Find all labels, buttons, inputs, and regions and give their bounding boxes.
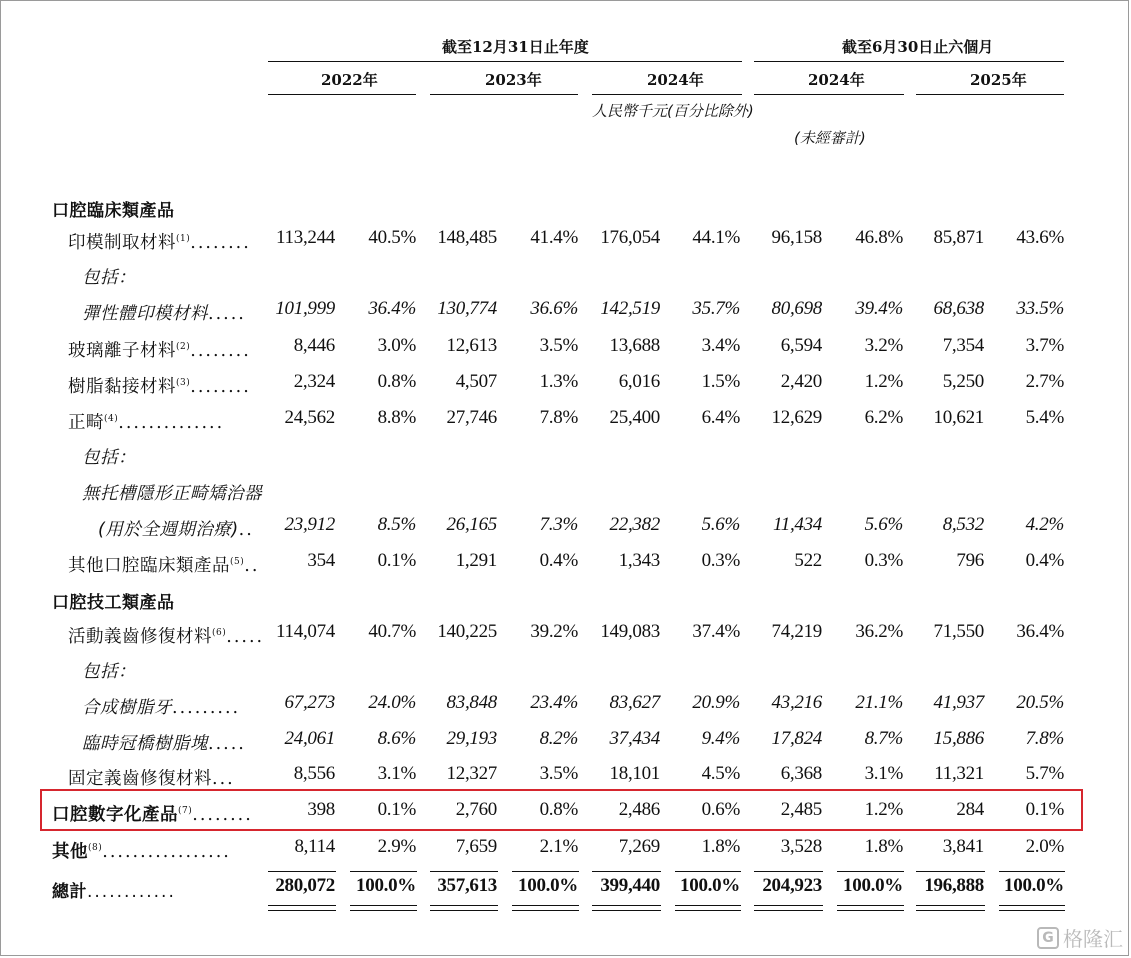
cell-amount: 15,886 [933, 728, 984, 749]
cell-percent: 3.5% [539, 763, 578, 784]
cell-percent: 5.6% [864, 514, 903, 535]
cell-amount: 4,507 [455, 371, 497, 392]
leader-dots: ............ [87, 882, 176, 902]
cell-percent: 36.4% [1016, 621, 1064, 642]
cell-amount: 140,225 [437, 621, 497, 642]
cell-percent: 1.5% [701, 371, 740, 392]
cell-amount: 27,746 [446, 407, 497, 428]
leader-dots: ..... [226, 627, 265, 647]
row-label-text: 總計 [52, 882, 87, 902]
cell-percent: 24.0% [368, 692, 416, 713]
cell-amount: 2,485 [780, 799, 822, 820]
cell-percent: 6.2% [864, 407, 903, 428]
cell-percent: 100.0% [680, 875, 740, 896]
cell-percent: 20.5% [1016, 692, 1064, 713]
leader-dots: .. [238, 520, 254, 540]
total-top-rule [754, 871, 823, 872]
row-label [82, 730, 246, 755]
cell-percent: 0.8% [539, 799, 578, 820]
cell-percent: 0.6% [701, 799, 740, 820]
row-label-text: 包括： [82, 662, 136, 682]
cell-percent: 36.6% [530, 298, 578, 319]
row-label [68, 409, 224, 434]
cell-amount: 148,485 [437, 227, 497, 248]
cell-amount: 67,273 [284, 692, 335, 713]
cell-amount: 357,613 [437, 875, 497, 896]
total-top-rule [916, 871, 985, 872]
header-year-2023: 2023年 [485, 71, 542, 89]
cell-amount: 37,434 [609, 728, 660, 749]
row-label-text: 包括： [82, 268, 136, 288]
year-rule-2022 [268, 94, 416, 95]
cell-amount: 83,627 [609, 692, 660, 713]
cell-percent: 2.7% [1025, 371, 1064, 392]
leader-dots: ........ [190, 341, 251, 361]
cell-percent: 0.1% [377, 799, 416, 820]
row-label-text: 其他 [52, 842, 88, 862]
cell-percent: 20.9% [692, 692, 740, 713]
row-label [52, 838, 231, 863]
cell-amount: 2,760 [455, 799, 497, 820]
row-label [82, 694, 240, 719]
cell-percent: 43.6% [1016, 227, 1064, 248]
cell-amount: 12,613 [446, 335, 497, 356]
total-top-rule [592, 871, 661, 872]
cell-percent: 100.0% [518, 875, 578, 896]
row-label-text: 正畸 [68, 413, 104, 433]
total-double-rule [430, 905, 498, 911]
cell-percent: 1.2% [864, 371, 903, 392]
row-label [68, 229, 251, 254]
total-double-rule [916, 905, 985, 911]
header-interim-rule [754, 61, 1064, 62]
total-double-rule [268, 905, 336, 911]
cell-amount: 17,824 [771, 728, 822, 749]
cell-amount: 2,324 [293, 371, 335, 392]
cell-amount: 7,659 [455, 836, 497, 857]
cell-percent: 3.4% [701, 335, 740, 356]
cell-amount: 74,219 [771, 621, 822, 642]
total-double-rule [675, 905, 741, 911]
cell-amount: 18,101 [609, 763, 660, 784]
row-label-text: 樹脂黏接材料 [68, 377, 176, 397]
total-top-rule [512, 871, 579, 872]
year-rule-2025 [916, 94, 1064, 95]
row-label-text: 無托槽隱形正畸矯治器 [82, 484, 262, 504]
cell-percent: 7.8% [1025, 728, 1064, 749]
cell-amount: 83,848 [446, 692, 497, 713]
cell-amount: 8,532 [942, 514, 984, 535]
cell-percent: 0.4% [1025, 550, 1064, 571]
cell-amount: 114,074 [276, 621, 335, 642]
cell-amount: 13,688 [609, 335, 660, 356]
cell-amount: 80,698 [771, 298, 822, 319]
cell-percent: 8.5% [377, 514, 416, 535]
cell-amount: 5,250 [942, 371, 984, 392]
cell-amount: 71,550 [933, 621, 984, 642]
cell-percent: 8.7% [864, 728, 903, 749]
row-label [68, 623, 264, 648]
row-label-text: 口腔數字化產品 [52, 805, 178, 825]
cell-percent: 1.8% [864, 836, 903, 857]
cell-percent: 21.1% [855, 692, 903, 713]
cell-amount: 8,446 [293, 335, 335, 356]
cell-amount: 12,327 [446, 763, 497, 784]
cell-percent: 2.1% [539, 836, 578, 857]
cell-percent: 5.7% [1025, 763, 1064, 784]
cell-amount: 68,638 [933, 298, 984, 319]
cell-amount: 85,871 [933, 227, 984, 248]
row-label [98, 516, 254, 541]
footnote-marker: (7) [178, 806, 193, 817]
cell-percent: 2.0% [1025, 836, 1064, 857]
total-double-rule [837, 905, 904, 911]
row-label-text: 包括： [82, 448, 136, 468]
cell-percent: 3.2% [864, 335, 903, 356]
leader-dots: ..... [208, 304, 246, 324]
cell-percent: 4.5% [701, 763, 740, 784]
cell-percent: 0.1% [1025, 799, 1064, 820]
row-label [82, 658, 136, 683]
header-year-2024-interim: 2024年 [808, 71, 865, 89]
row-label [82, 300, 246, 325]
cell-amount: 96,158 [771, 227, 822, 248]
row-label [68, 765, 235, 790]
leader-dots: ........ [190, 233, 251, 253]
cell-amount: 3,528 [780, 836, 822, 857]
cell-amount: 11,434 [772, 514, 822, 535]
cell-amount: 26,165 [446, 514, 497, 535]
row-label [82, 480, 262, 505]
cell-amount: 196,888 [924, 875, 984, 896]
cell-amount: 41,937 [933, 692, 984, 713]
row-label [52, 588, 175, 613]
row-label-text: 彈性體印模材料 [82, 304, 208, 324]
unit-note: 人民幣千元(百分比除外) [592, 102, 754, 120]
cell-percent: 3.7% [1025, 335, 1064, 356]
cell-amount: 7,269 [618, 836, 660, 857]
cell-amount: 24,061 [284, 728, 335, 749]
cell-amount: 113,244 [276, 227, 335, 248]
footnote-marker: (4) [104, 414, 119, 425]
row-label [82, 264, 136, 289]
cell-percent: 39.2% [530, 621, 578, 642]
cell-amount: 6,368 [780, 763, 822, 784]
cell-amount: 101,999 [275, 298, 335, 319]
cell-amount: 284 [956, 799, 984, 820]
cell-percent: 46.8% [855, 227, 903, 248]
total-double-rule [350, 905, 417, 911]
cell-amount: 8,114 [294, 836, 335, 857]
total-top-rule [675, 871, 741, 872]
cell-percent: 40.7% [368, 621, 416, 642]
total-double-rule [592, 905, 661, 911]
cell-percent: 5.6% [701, 514, 740, 535]
cell-amount: 12,629 [771, 407, 822, 428]
cell-amount: 204,923 [762, 875, 822, 896]
cell-amount: 22,382 [609, 514, 660, 535]
leader-dots: ... [212, 769, 235, 789]
cell-amount: 29,193 [446, 728, 497, 749]
leader-dots: ......... [172, 698, 241, 718]
header-interim-group: 截至6月30日止六個月 [842, 38, 994, 56]
cell-amount: 399,440 [600, 875, 660, 896]
watermark-text: 格隆汇 [1063, 927, 1123, 951]
cell-percent: 3.5% [539, 335, 578, 356]
cell-percent: 7.8% [539, 407, 578, 428]
cell-amount: 10,621 [933, 407, 984, 428]
cell-amount: 149,083 [600, 621, 660, 642]
cell-amount: 7,354 [942, 335, 984, 356]
cell-percent: 8.8% [377, 407, 416, 428]
row-label-text: 印模制取材料 [68, 233, 176, 253]
cell-percent: 36.4% [368, 298, 416, 319]
total-top-rule [430, 871, 498, 872]
cell-amount: 354 [307, 550, 335, 571]
row-label-text: 口腔技工類產品 [52, 593, 175, 613]
cell-percent: 5.4% [1025, 407, 1064, 428]
cell-amount: 8,556 [293, 763, 335, 784]
year-rule-2023 [430, 94, 578, 95]
cell-percent: 3.1% [377, 763, 416, 784]
total-double-rule [999, 905, 1065, 911]
cell-percent: 0.3% [864, 550, 903, 571]
cell-percent: 0.3% [701, 550, 740, 571]
header-year-2025: 2025年 [970, 71, 1027, 89]
row-label [52, 196, 175, 221]
cell-percent: 8.2% [539, 728, 578, 749]
leader-dots: ..... [208, 734, 246, 754]
cell-amount: 1,291 [455, 550, 497, 571]
cell-amount: 11,321 [934, 763, 984, 784]
total-top-rule [999, 871, 1065, 872]
footnote-marker: (1) [176, 234, 191, 245]
cell-percent: 9.4% [701, 728, 740, 749]
cell-percent: 0.1% [377, 550, 416, 571]
row-label-text: 合成樹脂牙 [82, 698, 172, 718]
cell-amount: 398 [307, 799, 335, 820]
cell-amount: 25,400 [609, 407, 660, 428]
total-top-rule [837, 871, 904, 872]
cell-amount: 43,216 [771, 692, 822, 713]
leader-dots: ........ [192, 805, 253, 825]
row-label [68, 552, 259, 577]
cell-percent: 100.0% [356, 875, 416, 896]
cell-percent: 41.4% [530, 227, 578, 248]
cell-amount: 2,420 [780, 371, 822, 392]
cell-amount: 24,562 [284, 407, 335, 428]
footnote-marker: (6) [212, 628, 227, 639]
row-label-text: (用於全週期治療) [98, 520, 239, 540]
header-year-2024: 2024年 [647, 71, 704, 89]
cell-percent: 36.2% [855, 621, 903, 642]
row-label [68, 373, 251, 398]
cell-percent: 0.4% [539, 550, 578, 571]
unaudited-note: (未經審計) [794, 129, 866, 147]
total-top-rule [350, 871, 417, 872]
total-double-rule [512, 905, 579, 911]
footnote-marker: (2) [176, 342, 191, 353]
cell-percent: 35.7% [692, 298, 740, 319]
cell-percent: 39.4% [855, 298, 903, 319]
cell-percent: 6.4% [701, 407, 740, 428]
total-double-rule [754, 905, 823, 911]
row-label-text: 臨時冠橋樹脂塊 [82, 734, 208, 754]
header-year-2022: 2022年 [321, 71, 378, 89]
cell-percent: 1.2% [864, 799, 903, 820]
cell-percent: 23.4% [530, 692, 578, 713]
row-label-text: 活動義齒修復材料 [68, 627, 212, 647]
cell-amount: 1,343 [618, 550, 660, 571]
leader-dots: .. [244, 556, 260, 576]
cell-amount: 796 [956, 550, 984, 571]
header-annual-group: 截至12月31日止年度 [442, 38, 589, 56]
leader-dots: ........ [190, 377, 251, 397]
highlight-box-digital-products [40, 789, 1083, 831]
cell-amount: 2,486 [618, 799, 660, 820]
cell-amount: 176,054 [600, 227, 660, 248]
cell-amount: 3,841 [942, 836, 984, 857]
cell-percent: 100.0% [843, 875, 903, 896]
row-label-text: 玻璃離子材料 [68, 341, 176, 361]
cell-amount: 142,519 [600, 298, 660, 319]
watermark [1037, 923, 1123, 952]
cell-amount: 522 [794, 550, 822, 571]
cell-percent: 0.8% [377, 371, 416, 392]
year-rule-2024 [592, 94, 742, 95]
cell-percent: 100.0% [1004, 875, 1064, 896]
header-annual-rule [268, 61, 742, 62]
cell-percent: 7.3% [539, 514, 578, 535]
total-top-rule [268, 871, 336, 872]
row-label-text: 固定義齒修復材料 [68, 769, 212, 789]
footnote-marker: (3) [176, 378, 191, 389]
leader-dots: .............. [118, 413, 225, 433]
cell-percent: 37.4% [692, 621, 740, 642]
cell-percent: 44.1% [692, 227, 740, 248]
footnote-marker: (8) [88, 843, 103, 854]
cell-percent: 3.0% [377, 335, 416, 356]
cell-percent: 1.8% [701, 836, 740, 857]
row-label [68, 337, 251, 362]
cell-percent: 33.5% [1016, 298, 1064, 319]
row-label-text: 口腔臨床類產品 [52, 201, 175, 221]
year-rule-2024-interim [754, 94, 904, 95]
cell-percent: 40.5% [368, 227, 416, 248]
cell-amount: 280,072 [275, 875, 335, 896]
cell-percent: 1.3% [539, 371, 578, 392]
cell-amount: 130,774 [437, 298, 497, 319]
cell-percent: 4.2% [1025, 514, 1064, 535]
row-label-text: 其他口腔臨床類產品 [68, 556, 230, 576]
cell-amount: 6,594 [780, 335, 822, 356]
footnote-marker: (5) [230, 557, 245, 568]
cell-amount: 23,912 [284, 514, 335, 535]
cell-percent: 2.9% [377, 836, 416, 857]
cell-percent: 8.6% [377, 728, 416, 749]
row-label [82, 444, 136, 469]
cell-amount: 6,016 [618, 371, 660, 392]
watermark-logo-icon: G [1037, 927, 1059, 949]
leader-dots: ................. [102, 842, 231, 862]
row-label [52, 877, 176, 902]
cell-percent: 3.1% [864, 763, 903, 784]
